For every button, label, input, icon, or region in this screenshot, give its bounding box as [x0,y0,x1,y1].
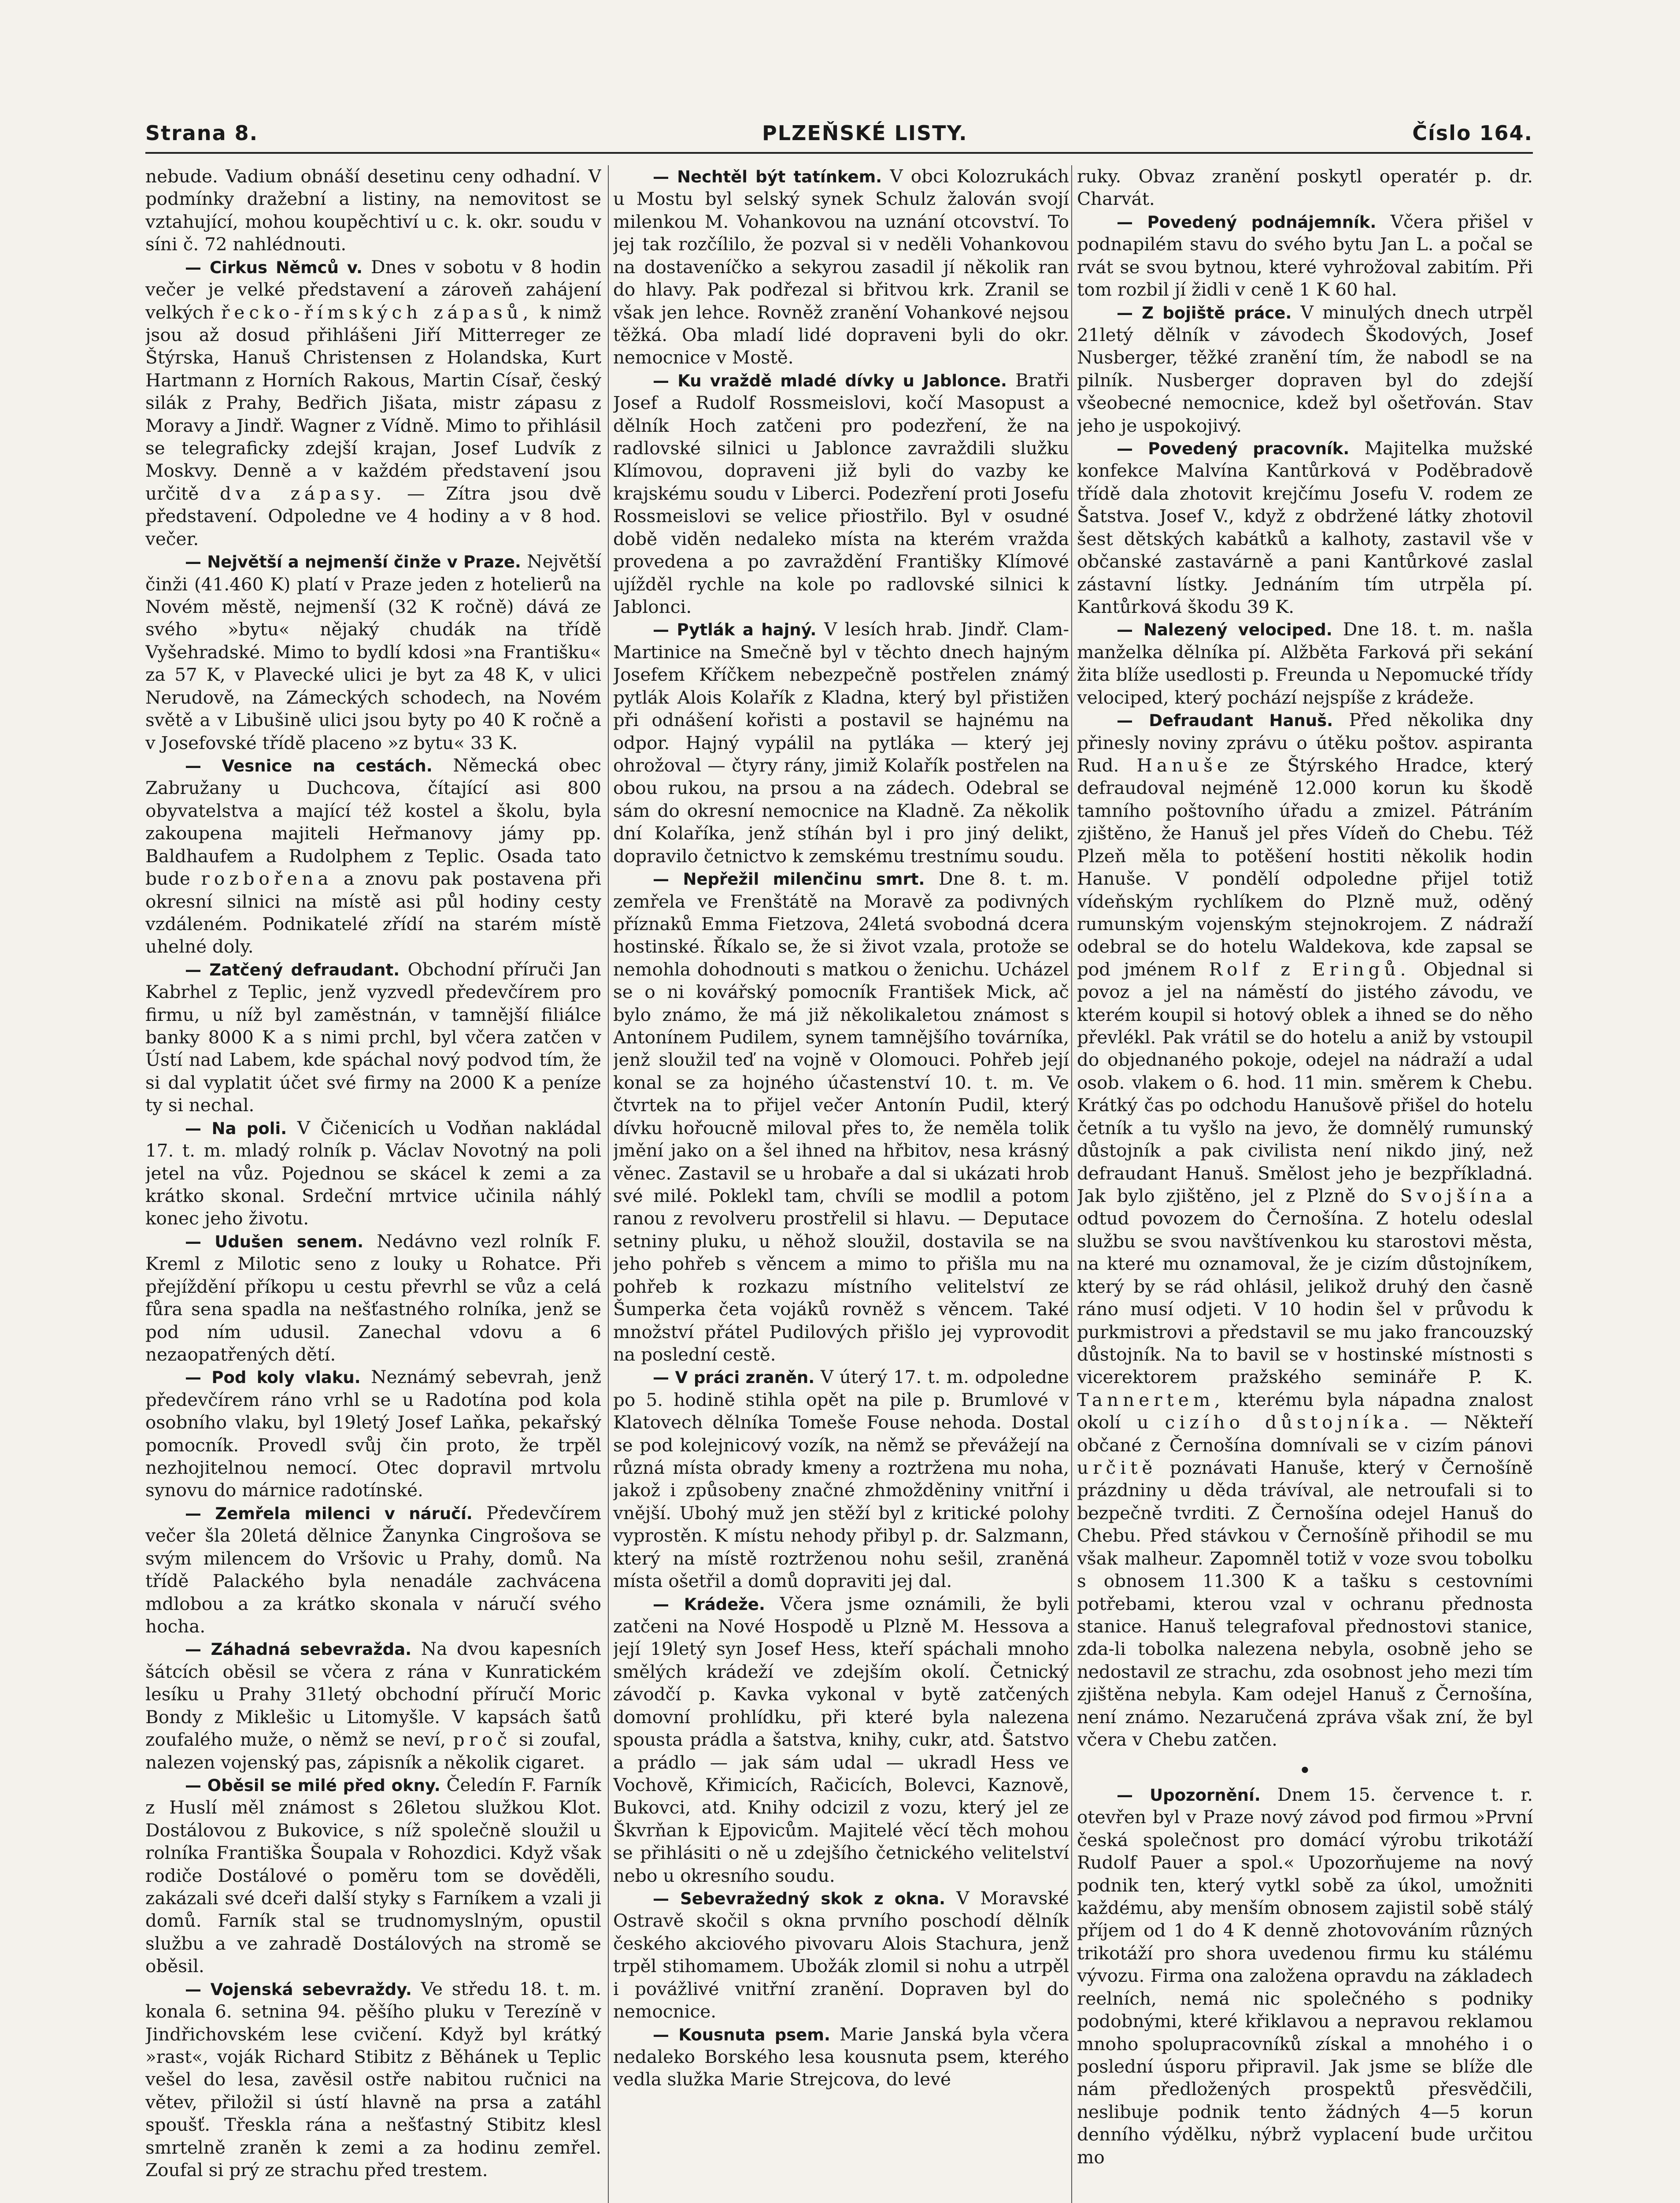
article-text: Největší činži (41.460 K) platí v Praze jeden z hotelierů na Novém městě, nejmenší (32 K ročně) dává ze svého »bytu« nějaký chudák na třídě Vyšehradské. Mimo to bydlí kdosi »na Františku« za 57 K, v Plavecké ulici je byt za 48 K, v ulici Nerudově, na Zámeckých schodech, na Novém světě a v Libušině ulici jsou byty po 40 K ročně a v Josefovské třídě placeno »z bytu« 33 K. [145,551,601,753]
article-headline: — Záhadná sebevražda. [185,1640,412,1659]
article-text: V úterý 17. t. m. odpoledne po 5. hodině stihla opět na pile p. Brumlové v Klatovech dělníka Tomeše Fouse nehoda. Dostal se pod kolejnicový vozík, na němž se převážejí na různá místa obrady kmeny a roztržena mu noha, jakož i způsobeny značné zhmožděniny vnitřní i vnější. Ubohý muž jen stěží byl z kritické polohy vyprostěn. K místu nehody přibyl p. dr. Salzmann, který na místě roztrženou nohu sešil, zraněná místa ošetřil a domů dopraviti jej dal. [613,1366,1069,1592]
section-separator: • [1299,1759,1311,1781]
article-text: Včera jsme oznámili, že byli zatčeni na Nové Hospodě u Plzně M. Hessova a její 19letý syn Josef Hess, kteří spáchali mnoho smělých krádeží ve zdejším okolí. Četnický závodčí p. Kavka vykonal v bytě zatčených domovní prohlídku, při které byla nalezena spousta prádla a šatstva, knihy, cukr, atd. Šatstvo a prádlo — jak sám udal — ukradl Hess ve Vochově, Křimicích, Račicích, Bolevci, Kaznově, Bukovci, atd. Knihy odcizil z vozu, který jel ze Škvrňan k Ejpovicům. Majitelé věcí těch mohou se přihlásiti o ně u zdejšího četnického velitelství nebo u okresního soudu. [613,1593,1069,1886]
article-headline: — Z bojiště práce. [1117,303,1292,323]
emphasis-text: řecko-římských zápasů, [221,301,533,323]
article [145,1638,601,1774]
article-headline: — Pod koly vlaku. [185,1368,361,1387]
article-text: Marie Janská byla včera nedaleko Borského lesa kousnuta psem, kterého vedla služka Marie Strejcova, do levé [613,2023,1069,2090]
article [613,1366,1069,1592]
emphasis-text: dva zápasy. [220,482,386,504]
column-divider [608,165,609,2203]
column-1 [145,165,601,2203]
article-text: ze Štýrského Hradce, který defraudoval nejméně 12.000 korun ku škodě tamního poštovního úřadu a zmizel. Pátráním zjištěno, že Hanuš jel přes Vídeň do Chebu. Též Plzeň měla to potěšení hostiti několik hodin Hanuše. V pondělí odpoledne přijel totiž vídeňským rychlíkem do Plzně muž, oděný rumunským vojenským stejnokrojem. Z nádraží odebral se do hotelu Waldekova, kde zapsal se pod jménem [1077,754,1533,980]
emphasis-text: Rolf z Eringů. [1209,958,1410,980]
article-text: Před několika dny přinesly noviny zprávu o útěku poštov. aspiranta Rud. [1077,709,1533,776]
header-rule [145,152,1533,154]
article-text: V obci Kolozrukách u Mostu byl selský synek Schulz žalován svojí milenkou M. Vohankovou na uznání otcovství. To jej tak rozčílilo, že pozval si v neděli Vohankovou na dostaveníčko a sekyrou zasadil jí několik ran do hlavy. Pak podřezal si břitvou krk. Zranil se však jen lehce. Rovněž zranění Vohankové nejsou těžká. Oba mladí lidé dopraveni byli do okr. nemocnice v Mostě. [613,166,1069,368]
article-headline: — Oběsil se milé před okny. [185,1776,440,1795]
article-text: V Moravské Ostravě skočil s okna prvního poschodí dělník českého akciového pivovaru Alois Stachura, jenž trpěl stihomamem. Ubožák zlomil si nohu a utrpěl i povážlivé vnitřní zranění. Dopraven byl do nemocnice. [613,1888,1069,2022]
article-text: — Někteří občané z Černošína domnívali se v cizím pánovi [1077,1412,1533,1456]
article-headline: — Krádeže. [653,1595,765,1614]
article-text: Čeledín F. Farník z Huslí měl známost s 26letou služkou Klot. Dostálovou z Bukovice, s níž společně sloužil u rolníka Františka Šoupala v Rohozdici. Když však rodiče Dostálové o poměru tom se dověděli, zakázali své dceři další styky s Farníkem a vzali ji domů. Farník stal se trudnomyslným, opustil službu a ve zahradě Dostálových na stromě se oběsil. [145,1774,601,1977]
emphasis-text: cizího důstojníka. [1165,1412,1414,1433]
article-text: Dne 8. t. m. zemřela ve Frenštátě na Moravě za podivných příznaků Emma Fietzova, 24letá svobodná dcera hostinské. Říkalo se, že si život vzala, protože se nemohla dohodnouti s matkou o ženichu. Ucházel se o ni kovářský pomocník František Mick, ač bylo známo, že má již několikaletou známost s Antonínem Pudilem, synem tamnějšího továrníka, jenž sloužil teď na vojně v Olomouci. Pohřeb její konal se za hojného účastenství 10. t. m. Ve čtvrtek na to přijel večer Antonín Pudil, který dívku hořoucně miloval přes to, že neměla tolik jmění jako on a šel ihned na hřbitov, nesa krásný věnec. Zastavil se u hrobaře a dal si ukázati hrob své milé. Poklekl tam, chvíli se modlil a potom ranou z revolveru prostřelil si hlavu. — Deputace setniny pluku, u něhož sloužil, dostavila se na jeho pohřeb s věncem a mimo to přišla mu na pohřeb k rozkazu místního velitelství ze Šumperka četa vojáků rovněž s věncem. Také množství přátel Pudilových přišlo jej vyprovodit na poslední cestě. [613,868,1069,1365]
article-headline: — Nechtěl být tatínkem. [653,167,882,186]
article [1077,301,1533,438]
article [1077,211,1533,301]
article [145,550,601,754]
article-text: k nimž jsou až dosud přihlášeni Jiří Mitterreger ze Štýrska, Hanuš Christensen z Holandska, Kurt Hartmann z Horních Rakous, Martin Císař, český silák z Prahy, Bedřich Jišata, mistr zápasu z Moravy a Jindř. Wagner z Vídně. Mimo to přihlásil se telegraficky zdejší krajan, Josef Ludvík z Moskvy. Denně a v každém představení jsou určitě [145,301,601,504]
article [145,754,601,958]
article-headline: — Na poli. [185,1119,287,1138]
column-3 [1077,165,1533,2203]
article-text: Majitelka mužské konfekce Malvína Kantůrková v Poděbradově třídě dala zhotovit krejčímu Josefu V. rodem ze Šatstva. Josef V., když z obdržené látky zhotovil šest dětských kabátků a kalhoty, zastavil vše v občanské zastavárně a pani Kantůrkové zaslal zástavní lístky. Jednáním tím utrpěla pí. Kantůrková škodu 39 K. [1077,438,1533,618]
page-number: Strana 8. [145,121,259,145]
article [145,1978,601,2182]
article-headline: — Povedený pracovník. [1117,439,1350,459]
article-text: Dnes v sobotu v 8 hodin večer je velké představení a zároveň zahájení velkých [145,256,601,323]
article-text: ruky. Obvaz zranění poskytl operatér p. dr. Charvát. [1077,166,1533,210]
article-text: Dnem 15. července t. r. otevřen byl v Praze nový závod pod firmou »První česká společnost pro domácí výrobu trikotáží Rudolf Pauer a spol.« Upozorňujeme na nový podnik ten, který vytkl sobě za úkol, umožniti každému, aby menším obnosem zajistil sobě stálý příjem od 1 do 4 K denně zhotovováním různých trikotáží pro shora uvedenou firmu ku stálému vývozu. Firma ona založena opravdu na základech reelních, nemá nic společného s podniky podobnými, které křiklavou a nepravou reklamou mnoho spolupracovníků získal a mnohého i o poslední úsporu připravil. Jak jsme se blíže dle nám předložených prospektů přesvědčili, neslibuje podnik tento žádných 4—5 korun denního výdělku, nýbrž vyplacení bude určitou mo [1077,1784,1533,2168]
article-text: Ve středu 18. t. m. konala 6. setnina 94. pěšího pluku v Terezíně v Jindřichovském lese cvičení. Když byl krátký »rast«, voják Richard Stibitz z Běhánek u Teplic vešel do lesa, zavěsil ostře nabitou ručnici na větev, přiložil si ústí hlavně na prsa a zatáhl spoušť. Třeskla rána a nešťastný Stibitz klesl smrtelně zraněn k zemi a za hodinu zemřel. Zoufal si prý ze strachu před trestem. [145,1978,601,2181]
article-text: Na dvou kapesních šátcích oběsil se včera z rána v Kunratickém lesíku u Prahy 31letý obchodní příručí Moric Bondy z Miklešic u Litomyšle. V kapsách šatů zoufalého muže, o němž se neví, [145,1638,601,1751]
emphasis-text: proč [453,1729,512,1751]
article-headline: — Ku vraždě mladé dívky u Jablonce. [653,371,1007,390]
article-headline: — Nepřežil milenčinu smrt. [653,870,925,889]
article-text: a znovu pak postavena při okresní silnici na místě asi půl hodiny cesty vzdáleném. Podnikatelé zřídí na starém místě uhelné doly. [145,868,601,957]
article-headline: — Největší a nejmenší činže v Praze. [185,553,521,572]
article [613,2023,1069,2091]
article-headline: — V práci zraněn. [653,1368,815,1387]
emphasis-text: Hanuše [1136,754,1232,776]
article-headline: — Vojenská sebevraždy. [185,1980,412,1999]
article-headline: — Povedený podnájemník. [1117,212,1377,232]
article [613,165,1069,369]
emphasis-text: rozbořena [201,868,333,890]
article-text: Dne 18. t. m. našla manželka dělníka pí. Alžběta Farková při sekání žita blíže usedlosti p. Freunda u Nepomucké třídy velociped, který pochází nejspíše z krádeže. [1077,619,1533,708]
article [145,958,601,1117]
article-text: V minulých dnech utrpěl 21letý dělník v závodech Škodových, Josef Nusberger, těžké zranění tím, že nabodl se na pilník. Nusberger dopraven byl do zdejší všeobecné nemocnice, kdež byl ošetřován. Stav jeho je uspokojivý. [1077,301,1533,436]
article-text: V lesích hrab. Jindř. Clam-Martinice na Smečně byl v těchto dnech hajným Josefem Kříčkem nebezpečně postřelen známý pytlák Alois Kolařík z Kladna, který byl přistižen při odnášení kořisti a postavil se hajnému na odpor. Hajný vypálil na pytláka — který jej ohrožoval — čtyry rány, jimiž Kolařík postřelen na obou rukou, na prsou a na zádech. Odebral se sám do okresní nemocnice na Kladně. Za několik dní Kolaříka, jenž stíhán byl i pro jiný delikt, dopravilo četnictvo k zemskému trestnímu soudu. [613,619,1069,867]
article [145,256,601,550]
article-headline: — Sebevražedný skok z okna. [653,1889,946,1909]
article-text: V Čičenicích u Vodňan nakládal 17. t. m. mladý rolník p. Václav Novotný na poli jetel na vůz. Pojednou se skácel k zemi a za krátko skonal. Srdeční mrtvice učinila náhlý konec jeho životu. [145,1117,601,1229]
article-headline: — Zatčený defraudant. [185,960,400,979]
article [1077,709,1533,1751]
article-headline: — Pytlák a hajný. [653,620,817,640]
article-headline: — Udušen senem. [185,1232,364,1251]
article [613,868,1069,1366]
article [613,369,1069,619]
issue-number: Číslo 164. [1412,121,1533,145]
article-text: Bratři Josef a Rudolf Rossmeislovi, kočí Masopust a dělník Hoch zatčeni pro podezření, že na radlovské silnici u Jablonce zavraždili služku Klímovou, dopraveni již byli do vazby ke krajskému soudu v Liberci. Podezření proti Josefu Rossmeislovi se velice přiostřilo. Byl v osudné době viděn nedaleko místa na kterém vražda provedena a po zavraždění Františky Klímové ujížděl rychle na kole po radlovské silnici k Jablonci. [613,369,1069,618]
article [1077,437,1533,618]
article-text: Včera přišel v podnapilém stavu do svého bytu Jan L. a počal se rvát se svou bytnou, které vyhrožoval zabitím. Při tom rozbil jí židli v ceně 1 K 60 hal. [1077,211,1533,300]
article [145,1774,601,1978]
article-headline: — Zemřela milenci v náručí. [185,1504,473,1523]
article-text: Obchodní příruči Jan Kabrhel z Teplic, jenž vyzvedl předevčírem pro firmu, u níž byl zaměstnán, v tamnější filiálce banky 8000 K a s nimi prchl, byl včera zatčen v Ústí nad Labem, kde spáchal nový podvod tím, že si dal vyplatit účet své firmy na 2000 K a peníze ty si nechal. [145,958,601,1116]
article [145,1502,601,1638]
article [145,1230,601,1366]
newspaper-title: PLZEŇSKÉ LISTY. [762,121,968,145]
article-headline: — Nalezený velociped. [1117,620,1332,640]
page-header [145,112,1533,152]
article [613,1593,1069,1887]
article [1077,618,1533,709]
article-text: poznávati Hanuše, který v Černošíně prázdniny u děda trávíval, ale netroufali si to bezpečně tvrditi. Z Černošína odejel Hanuš do Chebu. Před stávkou v Černošíně přihodil se mu však malheur. Zapomněl totiž v voze svou tobolku s obnosem 11.300 K a tašku s cestovními potřebami, kterou vzal v ochranu přednosta stanice. Hanuš telegrafoval přednostovi stanice, zda-li tobolka nalezena nebyla, osobně jeho se nedostavil ze strachu, zda osobnost jeho mezi tím zjištěna nebyla. Kam odejel Hanuš z Černošína, není známo. Nezaručená zpráva však zní, že byl včera v Chebu zatčen. [1077,1457,1533,1751]
article-text: Neznámý sebevrah, jenž předevčírem ráno vrhl se u Radotína pod kola osobního vlaku, byl 19letý Josef Laňka, pekařský pomocník. Provedl svůj čin proto, že trpěl nezhojitelnou nemocí. Otec dopravil mrtvolu synovu do márnice radotínské. [145,1366,601,1501]
article [145,1117,601,1230]
emphasis-text: Tannertem, [1077,1389,1225,1410]
article-text: nebude. Vadium obnáší desetinu ceny odhadní. V podmínky dražební a listiny, na nemovitost se vztahující, mohou koupěchtiví u c. k. okr. soudu v síni č. 72 nahlédnouti. [145,166,601,255]
article-text: Objednal si povoz a jel na náměstí do jistého závodu, ve kterém koupil si hotový oblek a ihned se do něho převlékl. Pak vrátil se do hotelu a aniž by vstoupil do objednaného pokoje, odejel na nádraží a udal osob. vlakem o 6. hod. 11 min. směrem k Chebu. Krátký čas po odchodu Hanušově přišel do hotelu četník a tu vyšlo na jevo, že domnělý rumunský důstojník a pak civilista není nikdo jiný, než defraudant Hanuš. Smělost jeho je bezpříkladná. Jak bylo zjištěno, jel z Plzně do [1077,958,1533,1206]
article-headline: — Vesnice na cestách. [185,756,433,775]
article [145,1366,601,1502]
article-text: Německá obec Zabružany u Duchcova, čítající asi 800 obyvatelstva a mající též kostel a školu, byla zakoupena majiteli Heřmanovy jámy pp. Baldhaufem a Rudolphem z Teplic. Osada tato bude [145,754,601,890]
article-headline: — Cirkus Němců v. [185,258,363,277]
column-2 [613,165,1069,2203]
article [613,618,1069,868]
article [613,1887,1069,2023]
article-headline: — Kousnuta psem. [653,2025,830,2044]
article-headline: — Defraudant Hanuš. [1117,711,1333,731]
column-divider [1071,165,1072,2203]
article-text: kterému byla nápadna znalost okolí u [1077,1389,1533,1433]
article [1077,1784,1533,2169]
emphasis-text: určitě [1077,1457,1157,1479]
article-headline: — Upozornění. [1117,1785,1261,1805]
article-text: Nedávno vezl rolník F. Kreml z Milotic seno z louky u Rohatce. Při přejíždění příkopu u cestu převrhl se vůz a celá fůra sena spadla na nešťastného rolníka, jenž se pod ním udusil. Zanechal vdovu a 6 nezaopatřených dětí. [145,1230,601,1365]
article-text: — Zítra jsou dvě představení. Odpoledne ve 4 hodiny a v 8 hod. večer. [145,482,601,549]
article-text: Předevčírem večer šla 20letá dělnice Žanynka Cingrošova se svým milencem do Vršovic u Prahy, domů. Na třídě Palackého byla nenadále zachvácena mdlobou a za krátko skonala v náručí svého hocha. [145,1502,601,1637]
article-text: a odtud povozem do Černošína. Z hotelu odeslal službu se svou navštívenkou ku starostovi města, na které mu oznamoval, že je cizím důstojníkem, který by se rád ohlásil, jelikož druhý den časně ráno musí odjeti. V 10 hodin šel v průvodu k purkmistrovi a představil se mu jako francouzský důstojník. Na to bavil se v hostinské místnosti s vicerektorem pražského semináře P. K. [1077,1185,1533,1388]
emphasis-text: Svojšína [1400,1185,1511,1206]
article-text: si zoufal, nalezen vojenský pas, zápisník a několik cigaret. [145,1729,601,1773]
